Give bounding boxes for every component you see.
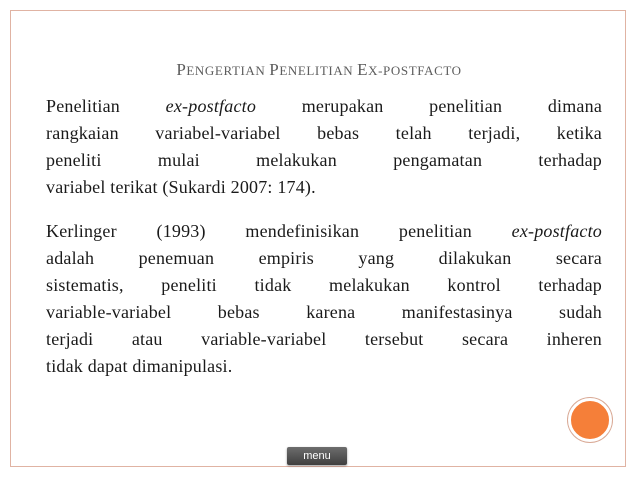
paragraph-1-line-3: peneliti mulai melakukan pengamatan terhadap xyxy=(46,150,602,170)
paragraph-1-line-2: rangkaian variabel-variabel bebas telah terjadi, ketika xyxy=(46,123,602,143)
paragraph-2-line-5: terjadi atau variable-variabel tersebut secara inheren xyxy=(46,329,602,349)
p1-l1-text-b: merupakan penelitian dimana xyxy=(256,96,603,116)
paragraph-1-line-1 xyxy=(46,93,602,120)
paragraph-definition xyxy=(46,93,602,201)
decorative-orange-circle xyxy=(568,398,612,442)
title-rest-3: X-POSTFACTO xyxy=(368,63,462,78)
paragraph-2-line-6: tidak dapat dimanipulasi. xyxy=(46,356,233,376)
p1-l1-italic: ex-postfacto xyxy=(165,96,257,116)
paragraph-2-line-3: sistematis, peneliti tidak melakukan kontrol terhadap xyxy=(46,275,602,295)
menu-button[interactable]: menu xyxy=(287,447,347,465)
paragraph-1-line-4: variabel terikat (Sukardi 2007: 174). xyxy=(46,177,316,197)
title-cap-3: E xyxy=(357,60,369,79)
paragraph-2-line-1 xyxy=(46,218,602,245)
title-cap-2: P xyxy=(269,60,280,79)
slide-body xyxy=(46,93,602,397)
title-cap-1: P xyxy=(176,60,187,79)
slide-title xyxy=(0,60,638,81)
title-rest-2: ENELITIAN xyxy=(279,63,358,78)
paragraph-2-line-4: variable-variabel bebas karena manifestasinya sudah xyxy=(46,302,602,322)
p2-l1-italic: ex-postfacto xyxy=(511,221,602,241)
paragraph-kerlinger xyxy=(46,218,602,380)
paragraph-2-line-2: adalah penemuan empiris yang dilakukan secara xyxy=(46,248,602,268)
p1-l1-text-a: Penelitian xyxy=(46,96,166,116)
p2-l1-text-a: Kerlinger (1993) mendefinisikan penelitian xyxy=(46,221,512,241)
title-rest-1: ENGERTIAN xyxy=(186,63,270,78)
